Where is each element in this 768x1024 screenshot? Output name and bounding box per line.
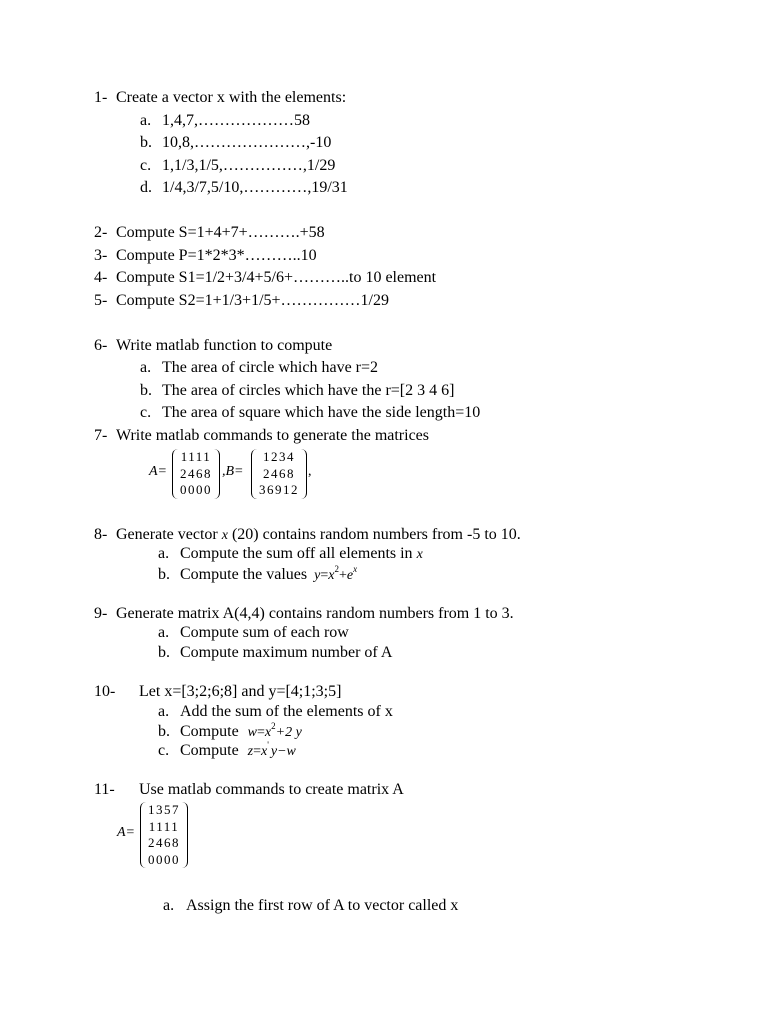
q6-a-text: The area of circle which have r=2 <box>162 359 379 376</box>
left-paren <box>140 802 147 868</box>
q11-number: 11- <box>94 781 115 798</box>
q6-a-label: a. <box>140 359 152 376</box>
q6-text: Write matlab function to compute <box>116 337 333 354</box>
q11-matrix <box>140 802 188 868</box>
q1-d-label: d. <box>140 179 152 196</box>
q1-c-label: c. <box>140 157 152 174</box>
q6-b-label: b. <box>140 382 152 399</box>
q1-a-label: a. <box>140 112 152 129</box>
q7-matrix-a <box>172 449 220 499</box>
q7-number: 7- <box>94 427 108 444</box>
q8-a-text <box>180 544 423 565</box>
q8-b-text <box>180 565 357 586</box>
q10-c-text <box>180 741 296 762</box>
q7-matrix-b <box>251 449 307 499</box>
q10-a-text: Add the sum of the elements of x <box>180 703 393 720</box>
q8-text <box>116 525 521 546</box>
q8-text-pre: Generate vector <box>116 526 218 543</box>
q8-var: x <box>221 528 228 543</box>
q11-text: Use matlab commands to create matrix A <box>139 781 404 798</box>
q3-number: 3- <box>94 247 108 264</box>
q4-text: Compute S1=1/2+3/4+5/6+………..to 10 element <box>116 269 437 286</box>
q9-b-label: b. <box>158 644 170 661</box>
q3-text: Compute P=1*2*3*………..10 <box>116 247 317 264</box>
q2-number: 2- <box>94 224 108 241</box>
matrix-row: 36912 <box>259 482 299 497</box>
q10-c-text-main: Compute <box>180 742 239 759</box>
q8-a-var: x <box>416 547 423 562</box>
q7-matrix-a-label: A= <box>149 464 167 479</box>
q8-b-label: b. <box>158 566 170 583</box>
q1-b-text: 10,8,…………………,-10 <box>162 134 332 151</box>
q9-text: Generate matrix A(4,4) contains random numbers from 1 to 3. <box>116 605 514 622</box>
q5-number: 5- <box>94 292 108 309</box>
q1-b-label: b. <box>140 134 152 151</box>
q9-a-text: Compute sum of each row <box>180 624 349 641</box>
right-paren <box>213 449 220 499</box>
right-paren <box>300 449 307 499</box>
q6-c-text: The area of square which have the side length=10 <box>162 404 481 421</box>
q10-b-text <box>180 722 302 743</box>
q10-number: 10- <box>94 683 116 700</box>
q8-number: 8- <box>94 526 108 543</box>
q1-text: Create a vector x with the elements: <box>116 89 347 106</box>
q11-matrix-label: A= <box>117 825 135 840</box>
q11-a-label: a. <box>163 897 175 914</box>
q1-a-text: 1,4,7,………………58 <box>162 112 310 129</box>
q7-matrix-b-label: ,B= <box>222 464 244 479</box>
matrix-row: 0000 <box>148 851 180 867</box>
q10-a-label: a. <box>158 703 170 720</box>
q9-b-text: Compute maximum number of A <box>180 644 393 661</box>
q1-d-text: 1/4,3/7,5/10,…………,19/31 <box>162 179 348 196</box>
matrix-row: 1111 <box>180 449 212 464</box>
q1-c-text: 1,1/3,1/5,……………,1/29 <box>162 157 336 174</box>
right-paren <box>181 802 188 868</box>
q10-c-formula: z=x' y−w <box>247 740 296 759</box>
q10-text: Let x=[3;2;6;8] and y=[4;1;3;5] <box>139 683 342 700</box>
q7-trailing-comma: , <box>308 464 312 479</box>
q6-c-label: c. <box>140 404 152 421</box>
q6-number: 6- <box>94 337 108 354</box>
q4-number: 4- <box>94 269 108 286</box>
q1-number: 1- <box>94 89 108 106</box>
left-paren <box>251 449 258 499</box>
q10-c-label: c. <box>158 742 170 759</box>
q6-b-text: The area of circles which have the r=[2 3 4 6] <box>162 382 455 399</box>
q10-b-label: b. <box>158 723 170 740</box>
q5-text: Compute S2=1+1/3+1/5+……………1/29 <box>116 292 389 309</box>
q8-b-text-main: Compute the values <box>180 566 308 583</box>
q9-number: 9- <box>94 605 108 622</box>
matrix-row: 1111 <box>148 818 180 834</box>
q8-a-text-main: Compute the sum off all elements in <box>180 545 413 562</box>
q8-text-post: (20) contains random numbers from -5 to 10. <box>231 526 521 543</box>
q7-text: Write matlab commands to generate the matrices <box>116 427 430 444</box>
q8-formula: $y=x^2+e^x$ <box>314 564 358 583</box>
matrix-row: 1234 <box>263 449 295 464</box>
matrix-row: 1357 <box>148 802 180 817</box>
q10-b-formula: $w=x^2+2$ y <box>247 721 302 740</box>
q2-text: Compute S=1+4+7+……….+58 <box>116 224 325 241</box>
matrix-row: 0000 <box>180 482 212 497</box>
left-paren <box>172 449 179 499</box>
q8-a-label: a. <box>158 545 170 562</box>
matrix-row: 2468 <box>148 835 180 850</box>
q11-a-text: Assign the first row of A to vector called x <box>186 897 459 914</box>
q10-b-text-main: Compute <box>180 723 239 740</box>
matrix-row: 2468 <box>180 465 212 481</box>
q9-a-label: a. <box>158 624 170 641</box>
matrix-row: 2468 <box>263 465 295 481</box>
